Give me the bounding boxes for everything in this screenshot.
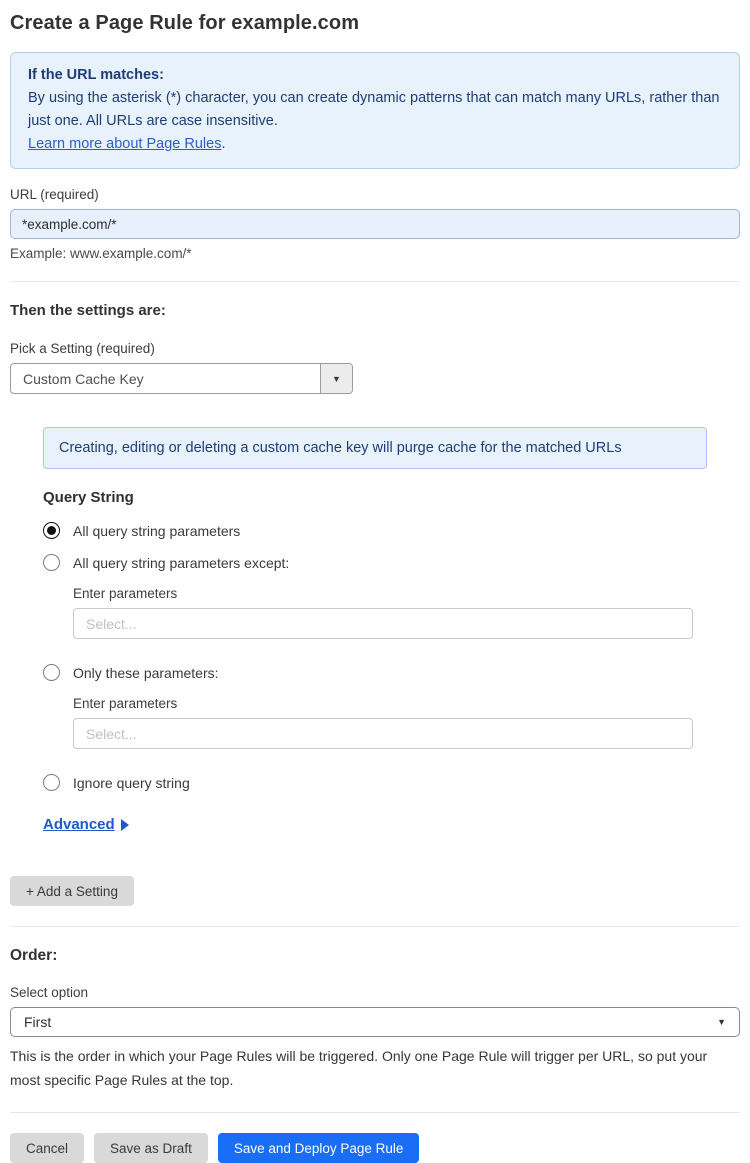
radio-button-icon[interactable] [43, 664, 60, 681]
info-box-link-row [28, 133, 722, 156]
radio-label: Only these parameters: [73, 664, 219, 681]
query-string-heading: Query String [43, 489, 134, 506]
url-example-helper: Example: www.example.com/* [10, 246, 192, 261]
divider [10, 1112, 740, 1113]
divider [10, 926, 740, 927]
radio-label: All query string parameters [73, 522, 241, 539]
url-field-label: URL (required) [10, 187, 99, 202]
pick-setting-label: Pick a Setting (required) [10, 341, 155, 356]
radio-label: All query string parameters except: [73, 554, 290, 571]
order-helper-text: This is the order in which your Page Rules will be triggered. Only one Page Rule will trigger per URL, so put your most specific Page Rules at the top. [10, 1048, 708, 1088]
setting-select[interactable] [10, 363, 353, 394]
order-select[interactable] [10, 1007, 740, 1037]
cancel-button[interactable]: Cancel [10, 1133, 84, 1163]
advanced-link-label: Advanced [43, 816, 115, 833]
order-select-label: Select option [10, 985, 89, 1000]
order-select-value: First [24, 1014, 52, 1030]
info-box-body: By using the asterisk (*) character, you can create dynamic patterns that can match many URLs, rather than just one. All URLs are case insensitive. [28, 90, 720, 129]
save-and-deploy-button[interactable]: Save and Deploy Page Rule [218, 1133, 420, 1163]
caret-right-icon [121, 819, 129, 831]
radio-button-icon[interactable] [43, 522, 60, 539]
dropdown-arrow-icon: ▼ [717, 1017, 726, 1027]
except-parameters-field [73, 586, 740, 639]
radio-ignore-query-string[interactable] [43, 774, 740, 791]
footer-actions [10, 1133, 740, 1163]
add-setting-button[interactable]: + Add a Setting [10, 876, 134, 906]
enter-parameters-label: Enter parameters [73, 586, 178, 601]
learn-more-link[interactable]: Learn more about Page Rules [28, 136, 222, 152]
radio-label: Ignore query string [73, 774, 190, 791]
only-parameters-input[interactable] [73, 718, 693, 749]
settings-section-heading: Then the settings are: [10, 302, 166, 319]
divider [10, 281, 740, 282]
page-title: Create a Page Rule for example.com [10, 12, 360, 34]
url-match-info-box [10, 52, 740, 169]
info-box-heading: If the URL matches: [28, 67, 164, 83]
radio-all-params-except[interactable] [43, 554, 740, 571]
except-parameters-input[interactable] [73, 608, 693, 639]
radio-button-icon[interactable] [43, 774, 60, 791]
only-parameters-field [73, 696, 740, 749]
link-suffix: . [221, 136, 226, 152]
advanced-link[interactable] [43, 816, 129, 833]
radio-button-icon[interactable] [43, 554, 60, 571]
radio-all-query-params[interactable] [43, 522, 740, 539]
save-as-draft-button[interactable]: Save as Draft [94, 1133, 208, 1163]
dropdown-arrow-icon[interactable]: ▼ [320, 364, 352, 393]
enter-parameters-label: Enter parameters [73, 696, 178, 711]
order-section-heading: Order: [10, 947, 58, 964]
url-input[interactable] [10, 209, 740, 239]
cache-key-notice: Creating, editing or deleting a custom cache key will purge cache for the matched URLs [43, 427, 707, 469]
setting-select-value: Custom Cache Key [23, 370, 144, 387]
radio-only-these-params[interactable] [43, 664, 740, 681]
